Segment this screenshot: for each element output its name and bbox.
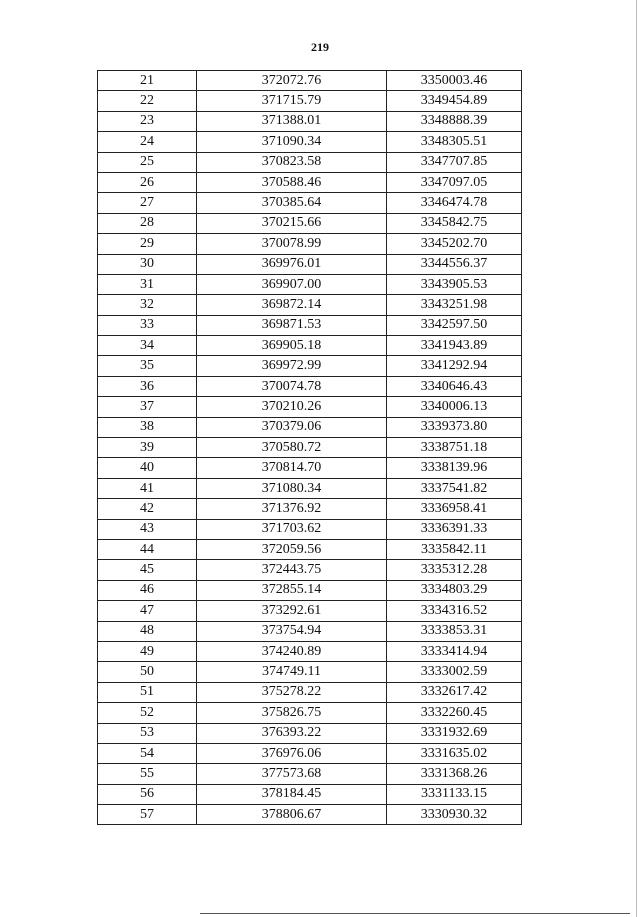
x-coordinate-cell: 370580.72 bbox=[197, 438, 387, 458]
y-coordinate-cell: 3331932.69 bbox=[387, 723, 522, 743]
point-number-cell: 45 bbox=[98, 560, 197, 580]
y-coordinate-cell: 3345202.70 bbox=[387, 234, 522, 254]
point-number-cell: 43 bbox=[98, 519, 197, 539]
y-coordinate-cell: 3341292.94 bbox=[387, 356, 522, 376]
point-number-cell: 57 bbox=[98, 805, 197, 825]
x-coordinate-cell: 370215.66 bbox=[197, 213, 387, 233]
point-number-cell: 38 bbox=[98, 417, 197, 437]
point-number-cell: 54 bbox=[98, 743, 197, 763]
y-coordinate-cell: 3334316.52 bbox=[387, 601, 522, 621]
point-number-cell: 55 bbox=[98, 764, 197, 784]
point-number-cell: 42 bbox=[98, 499, 197, 519]
y-coordinate-cell: 3333002.59 bbox=[387, 662, 522, 682]
y-coordinate-cell: 3334803.29 bbox=[387, 580, 522, 600]
y-coordinate-cell: 3341943.89 bbox=[387, 336, 522, 356]
y-coordinate-cell: 3333414.94 bbox=[387, 641, 522, 661]
table-row bbox=[98, 417, 522, 437]
coordinates-table-body bbox=[98, 71, 522, 825]
y-coordinate-cell: 3331635.02 bbox=[387, 743, 522, 763]
table-row bbox=[98, 805, 522, 825]
table-row bbox=[98, 295, 522, 315]
point-number-cell: 56 bbox=[98, 784, 197, 804]
x-coordinate-cell: 378184.45 bbox=[197, 784, 387, 804]
point-number-cell: 24 bbox=[98, 132, 197, 152]
y-coordinate-cell: 3335842.11 bbox=[387, 539, 522, 559]
y-coordinate-cell: 3342597.50 bbox=[387, 315, 522, 335]
x-coordinate-cell: 375278.22 bbox=[197, 682, 387, 702]
table-row bbox=[98, 193, 522, 213]
y-coordinate-cell: 3340006.13 bbox=[387, 397, 522, 417]
point-number-cell: 33 bbox=[98, 315, 197, 335]
point-number-cell: 22 bbox=[98, 91, 197, 111]
x-coordinate-cell: 370074.78 bbox=[197, 376, 387, 396]
y-coordinate-cell: 3337541.82 bbox=[387, 478, 522, 498]
x-coordinate-cell: 369907.00 bbox=[197, 274, 387, 294]
point-number-cell: 40 bbox=[98, 458, 197, 478]
x-coordinate-cell: 377573.68 bbox=[197, 764, 387, 784]
x-coordinate-cell: 369972.99 bbox=[197, 356, 387, 376]
table-row bbox=[98, 784, 522, 804]
x-coordinate-cell: 372443.75 bbox=[197, 560, 387, 580]
table-row bbox=[98, 682, 522, 702]
point-number-cell: 36 bbox=[98, 376, 197, 396]
table-row bbox=[98, 641, 522, 661]
bottom-scan-edge bbox=[200, 913, 630, 914]
y-coordinate-cell: 3340646.43 bbox=[387, 376, 522, 396]
point-number-cell: 52 bbox=[98, 703, 197, 723]
y-coordinate-cell: 3330930.32 bbox=[387, 805, 522, 825]
y-coordinate-cell: 3338139.96 bbox=[387, 458, 522, 478]
x-coordinate-cell: 369905.18 bbox=[197, 336, 387, 356]
x-coordinate-cell: 375826.75 bbox=[197, 703, 387, 723]
point-number-cell: 39 bbox=[98, 438, 197, 458]
table-row bbox=[98, 723, 522, 743]
table-row bbox=[98, 71, 522, 91]
point-number-cell: 50 bbox=[98, 662, 197, 682]
page-number: 219 bbox=[311, 40, 329, 54]
table-row bbox=[98, 703, 522, 723]
y-coordinate-cell: 3331133.15 bbox=[387, 784, 522, 804]
point-number-cell: 48 bbox=[98, 621, 197, 641]
x-coordinate-cell: 374240.89 bbox=[197, 641, 387, 661]
x-coordinate-cell: 369976.01 bbox=[197, 254, 387, 274]
point-number-cell: 37 bbox=[98, 397, 197, 417]
right-scan-edge bbox=[636, 0, 637, 917]
x-coordinate-cell: 370379.06 bbox=[197, 417, 387, 437]
point-number-cell: 30 bbox=[98, 254, 197, 274]
point-number-cell: 28 bbox=[98, 213, 197, 233]
y-coordinate-cell: 3332617.42 bbox=[387, 682, 522, 702]
y-coordinate-cell: 3346474.78 bbox=[387, 193, 522, 213]
table-row bbox=[98, 111, 522, 131]
point-number-cell: 46 bbox=[98, 580, 197, 600]
table-row bbox=[98, 234, 522, 254]
point-number-cell: 29 bbox=[98, 234, 197, 254]
point-number-cell: 27 bbox=[98, 193, 197, 213]
x-coordinate-cell: 376393.22 bbox=[197, 723, 387, 743]
x-coordinate-cell: 370385.64 bbox=[197, 193, 387, 213]
y-coordinate-cell: 3345842.75 bbox=[387, 213, 522, 233]
x-coordinate-cell: 372855.14 bbox=[197, 580, 387, 600]
table-row bbox=[98, 499, 522, 519]
y-coordinate-cell: 3350003.46 bbox=[387, 71, 522, 91]
point-number-cell: 49 bbox=[98, 641, 197, 661]
x-coordinate-cell: 371388.01 bbox=[197, 111, 387, 131]
table-row bbox=[98, 438, 522, 458]
x-coordinate-cell: 373754.94 bbox=[197, 621, 387, 641]
x-coordinate-cell: 373292.61 bbox=[197, 601, 387, 621]
point-number-cell: 51 bbox=[98, 682, 197, 702]
point-number-cell: 53 bbox=[98, 723, 197, 743]
y-coordinate-cell: 3336958.41 bbox=[387, 499, 522, 519]
y-coordinate-cell: 3348888.39 bbox=[387, 111, 522, 131]
table-row bbox=[98, 315, 522, 335]
table-row bbox=[98, 213, 522, 233]
table-row bbox=[98, 764, 522, 784]
table-row bbox=[98, 152, 522, 172]
point-number-cell: 41 bbox=[98, 478, 197, 498]
table-row bbox=[98, 601, 522, 621]
x-coordinate-cell: 370588.46 bbox=[197, 172, 387, 192]
x-coordinate-cell: 372059.56 bbox=[197, 539, 387, 559]
x-coordinate-cell: 376976.06 bbox=[197, 743, 387, 763]
point-number-cell: 25 bbox=[98, 152, 197, 172]
point-number-cell: 21 bbox=[98, 71, 197, 91]
table-row bbox=[98, 132, 522, 152]
point-number-cell: 47 bbox=[98, 601, 197, 621]
x-coordinate-cell: 370210.26 bbox=[197, 397, 387, 417]
coordinates-table bbox=[97, 70, 522, 825]
y-coordinate-cell: 3344556.37 bbox=[387, 254, 522, 274]
y-coordinate-cell: 3343905.53 bbox=[387, 274, 522, 294]
point-number-cell: 26 bbox=[98, 172, 197, 192]
table-row bbox=[98, 539, 522, 559]
y-coordinate-cell: 3335312.28 bbox=[387, 560, 522, 580]
y-coordinate-cell: 3336391.33 bbox=[387, 519, 522, 539]
y-coordinate-cell: 3343251.98 bbox=[387, 295, 522, 315]
y-coordinate-cell: 3338751.18 bbox=[387, 438, 522, 458]
point-number-cell: 32 bbox=[98, 295, 197, 315]
x-coordinate-cell: 369872.14 bbox=[197, 295, 387, 315]
x-coordinate-cell: 370823.58 bbox=[197, 152, 387, 172]
point-number-cell: 34 bbox=[98, 336, 197, 356]
x-coordinate-cell: 370814.70 bbox=[197, 458, 387, 478]
table-row bbox=[98, 336, 522, 356]
y-coordinate-cell: 3332260.45 bbox=[387, 703, 522, 723]
x-coordinate-cell: 369871.53 bbox=[197, 315, 387, 335]
point-number-cell: 23 bbox=[98, 111, 197, 131]
point-number-cell: 44 bbox=[98, 539, 197, 559]
x-coordinate-cell: 371715.79 bbox=[197, 91, 387, 111]
y-coordinate-cell: 3349454.89 bbox=[387, 91, 522, 111]
table-row bbox=[98, 478, 522, 498]
point-number-cell: 35 bbox=[98, 356, 197, 376]
x-coordinate-cell: 371090.34 bbox=[197, 132, 387, 152]
table-row bbox=[98, 356, 522, 376]
table-row bbox=[98, 621, 522, 641]
point-number-cell: 31 bbox=[98, 274, 197, 294]
x-coordinate-cell: 371703.62 bbox=[197, 519, 387, 539]
table-row bbox=[98, 458, 522, 478]
y-coordinate-cell: 3348305.51 bbox=[387, 132, 522, 152]
y-coordinate-cell: 3347097.05 bbox=[387, 172, 522, 192]
table-row bbox=[98, 91, 522, 111]
table-row bbox=[98, 580, 522, 600]
x-coordinate-cell: 371080.34 bbox=[197, 478, 387, 498]
y-coordinate-cell: 3333853.31 bbox=[387, 621, 522, 641]
y-coordinate-cell: 3331368.26 bbox=[387, 764, 522, 784]
table-row bbox=[98, 376, 522, 396]
x-coordinate-cell: 372072.76 bbox=[197, 71, 387, 91]
x-coordinate-cell: 378806.67 bbox=[197, 805, 387, 825]
table-row bbox=[98, 743, 522, 763]
y-coordinate-cell: 3347707.85 bbox=[387, 152, 522, 172]
table-row bbox=[98, 560, 522, 580]
table-row bbox=[98, 519, 522, 539]
table-row bbox=[98, 254, 522, 274]
x-coordinate-cell: 370078.99 bbox=[197, 234, 387, 254]
table-row bbox=[98, 274, 522, 294]
y-coordinate-cell: 3339373.80 bbox=[387, 417, 522, 437]
x-coordinate-cell: 371376.92 bbox=[197, 499, 387, 519]
x-coordinate-cell: 374749.11 bbox=[197, 662, 387, 682]
table-row bbox=[98, 172, 522, 192]
table-row bbox=[98, 662, 522, 682]
table-row bbox=[98, 397, 522, 417]
